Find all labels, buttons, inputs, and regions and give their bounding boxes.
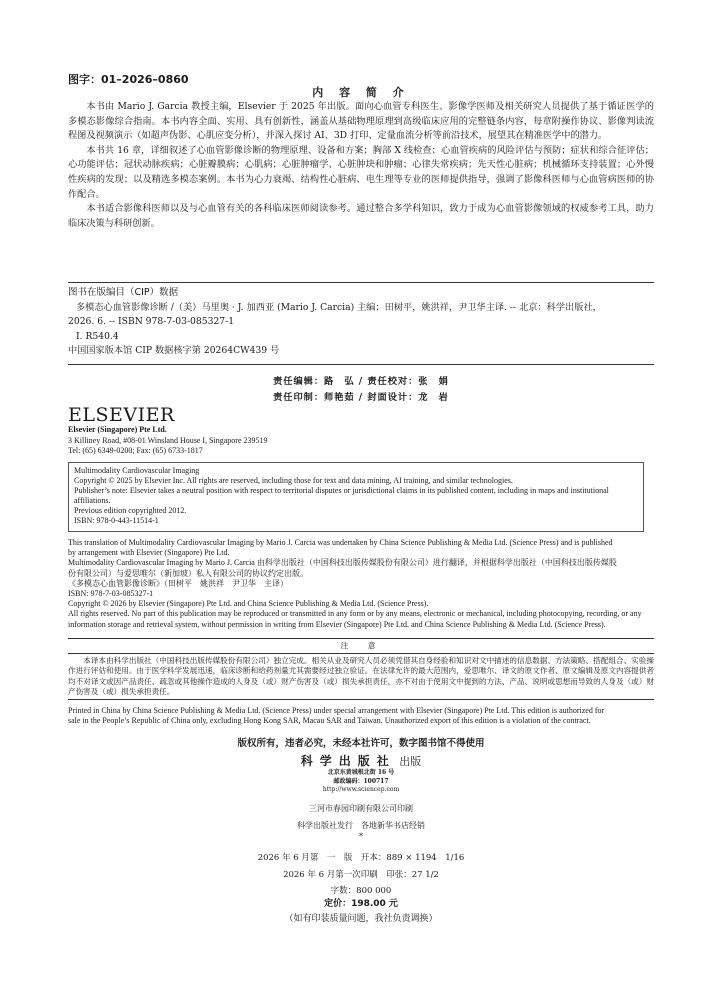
trans-line-4: 份有限公司）与爱思唯尔（新加坡）私人有限公司的协议约定出版。 [68, 568, 308, 578]
publisher-line [68, 752, 654, 769]
editors-line-1: 责任编辑：路 弘 / 责任校对：张 娟 [273, 376, 449, 387]
specs-block [68, 850, 654, 900]
printer-block [68, 800, 654, 834]
cip-line-4: 中国国家版本馆 CIP 数据核字第 20264CW439 号 [68, 345, 280, 357]
cip-section [68, 282, 654, 365]
publisher-postcode: 邮政编码：100717 [333, 777, 389, 785]
box-line-5: Previous edition copyrighted 2012. [74, 506, 187, 515]
elsevier-address: 3 Killiney Road, #08-01 Winsland House I, Singapore 239519 [68, 435, 268, 445]
trans-line-8: All rights reserved. No part of this publication may be reproduced or transmitted in any form or by any means, electronic or mechanical, including photocopying, recording, or any [68, 609, 642, 619]
printed-line-2: sale in the People’s Republic of China only, excluding Hong Kong SAR, Macau SAR and Taiwan. Unauthorized export of this edition is a violation of the contract. [68, 716, 591, 726]
summary-paragraph-2: 本书共 16 章，详细叙述了心血管影像诊断的物理原理、设备和方案；胸部 X 线检查；心血管疾病的风险评估与预防；症状和综合征评估；心功能评估；冠状动脉疾病；心脏瓣膜病；心肌病；心脏肿瘤学、心脏肿块和肿瘤；心律失常疾病；先天性心脏病；机械循环支持装置；心外慢性疾病的发现；以及精选多模态案例。本书为心力衰竭、结构性心脏病、电生理等专业的医师提供指导，强调了影像科医师与心血管病医师的协作配合。 [68, 144, 654, 200]
printer-line-2: 科学出版社发行 各地新华书店经销 [297, 821, 425, 830]
printed-line-1: Printed in China by China Science Publishing & Media Ltd. (Science Press) under special arrangement with Elsevier (Singapore) Pte Ltd. This edition is authorized for [68, 706, 605, 715]
registration-number: 图字：01–2026–0860 [68, 73, 189, 86]
printed-in-china [68, 706, 654, 726]
cip-line-2: 2026. 6. -- ISBN 978-7-03-085327-1 [68, 316, 235, 328]
box-line-1: Multimodality Cardiovascular Imaging [74, 466, 200, 475]
quality-notice: （如有印装质量问题，我社负责调换） [284, 914, 438, 924]
publisher-suffix: 出版 [399, 755, 422, 768]
trans-line-5: 《多模态心血管影像诊断》（田树平 姚洪祥 尹卫华 主译） [68, 578, 288, 588]
price: 定价：198.00 元 [324, 899, 398, 909]
elsevier-logo: ELSEVIER [68, 404, 175, 426]
box-line-4: affiliations. [74, 496, 111, 505]
publisher-url: http://www.sciencep.com [322, 786, 400, 793]
cip-line-1: 多模态心血管影像诊断 /（美）马里奥 · J. 加西亚 (Mario J. Carcia) 主编；田树平，姚洪祥，尹卫华主译. -- 北京：科学出版社， [76, 301, 602, 313]
specs-line-3: 字数：800 000 [330, 886, 392, 896]
specs-line-2: 2026 年 6 月第一次印刷 印张：27 1/2 [283, 869, 439, 880]
separator-star: * [359, 832, 363, 841]
elsevier-company: Elsevier (Singapore) Pte Ltd. [68, 425, 167, 434]
translation-notice [68, 538, 654, 630]
box-line-3: Publisher’s note: Elsevier takes a neutral position with respect to territorial disputes or jurisdictional claims in its published content, including in maps and institutional [74, 486, 609, 495]
summary-section [68, 100, 654, 231]
publisher-address-block [68, 769, 654, 795]
cip-line-3: Ⅰ. R540.4 [76, 330, 119, 342]
summary-paragraph-3: 本书适合影像科医师以及与心血管有关的各科临床医师阅读参考。通过整合多学科知识，致力于成为心血管影像领域的权威参考工具，助力临床决策与科研创新。 [68, 203, 654, 229]
notice-box [68, 638, 654, 700]
elsevier-phone: Tel: (65) 6349-0200; Fax: (65) 6733-1817 [68, 446, 203, 455]
publisher-address: 北京东黄城根北街 16 号 [327, 769, 395, 776]
summary-paragraph-1: 本书由 Mario J. Garcia 教授主编，Elsevier 于 2025 年出版。面向心血管专科医生、影像学医师及相关研究人员提供了基于循证医学的多模态影像综合指南。本书内容全面、实用、具有创新性，涵盖从基础物理原理到高级临床应用的完整链条内容，每章附操作协议、影像判读流程图及视频演示（如超声伪影、心肌应变分析），并深入探讨 AI、3D 打印、定量血流分析等前沿技术，展望其在精准医学中的潜力。 [68, 101, 654, 142]
editors-line-2: 责任印制：师艳茹 / 封面设计：龙 岩 [273, 392, 449, 403]
summary-title: 内 容 简 介 [312, 86, 410, 99]
trans-line-9: information storage and retrieval system, without permission in writing from Elsevier (Singapore) Pte Ltd. and China Science Publishing & Media Ltd. (Science Press). [68, 619, 606, 629]
box-line-6: ISBN: 978-0-443-11514-1 [74, 516, 159, 525]
trans-line-7: Copyright © 2026 by Elsevier (Singapore) Pte Ltd. and China Science Publishing & Media Ltd. (Science Press). [68, 599, 429, 609]
box-line-2: Copyright © 2025 by Elsevier Inc. All rights are reserved, including those for text and data mining, AI training, and similar technologies. [74, 476, 513, 485]
original-edition-box [68, 462, 644, 532]
trans-line-1: This translation of Multimodality Cardiovascular Imaging by Mario J. Carcia was undertaken by China Science Publishing & Media Ltd. (Science Press) and is published [68, 538, 613, 547]
notice-body: 本译本由科学出版社（中国科技出版传媒股份有限公司）独立完成。相关从业及研究人员必须凭借其自身经验和知识对文中描述的信息数据、方法策略、搭配组合、实验操作进行评估和使用。由于医学科学发展迅速，临床诊断和给药剂量尤其需要经过独立验证。在法律允许的最大范围内，爱思唯尔、译文的原文作者、原文编辑及原文内容提供者均不对译文或因产品责任、疏忽或其他操作造成的人身及（或）财产伤害及（或）损失承担责任，亦不对由于使用文中提到的方法、产品、说明或思想而导致的人身及（或）财产伤害及（或）损失承担责任。 [68, 656, 654, 696]
notice-heading: 注 意 [68, 639, 654, 654]
elsevier-address-block [68, 425, 268, 457]
trans-line-2: by arrangement with Elsevier (Singapore) Pte Ltd. [68, 548, 230, 558]
specs-line-1: 2026 年 6 月第 一 版 开本：889 × 1194 1/16 [257, 853, 465, 863]
editors-block [68, 374, 654, 406]
printer-line-1: 三河市春园印刷有限公司印刷 [309, 804, 413, 813]
cip-heading: 图书在版编目（CIP）数据 [68, 287, 179, 298]
trans-line-3: Multimodality Cardiovascular Imaging by Mario J. Carcia 由科学出版社（中国科技出版传媒股份有限公司）进行翻译，并根据科学出版社（中国科技出版传媒股 [68, 558, 617, 568]
rights-statement: 版权所有，违者必究，未经本社许可，数字图书馆不得使用 [237, 738, 485, 749]
publisher-logo: 科学出版社 [300, 754, 396, 768]
trans-line-6: ISBN: 978-7-03-085327-1 [68, 589, 154, 599]
